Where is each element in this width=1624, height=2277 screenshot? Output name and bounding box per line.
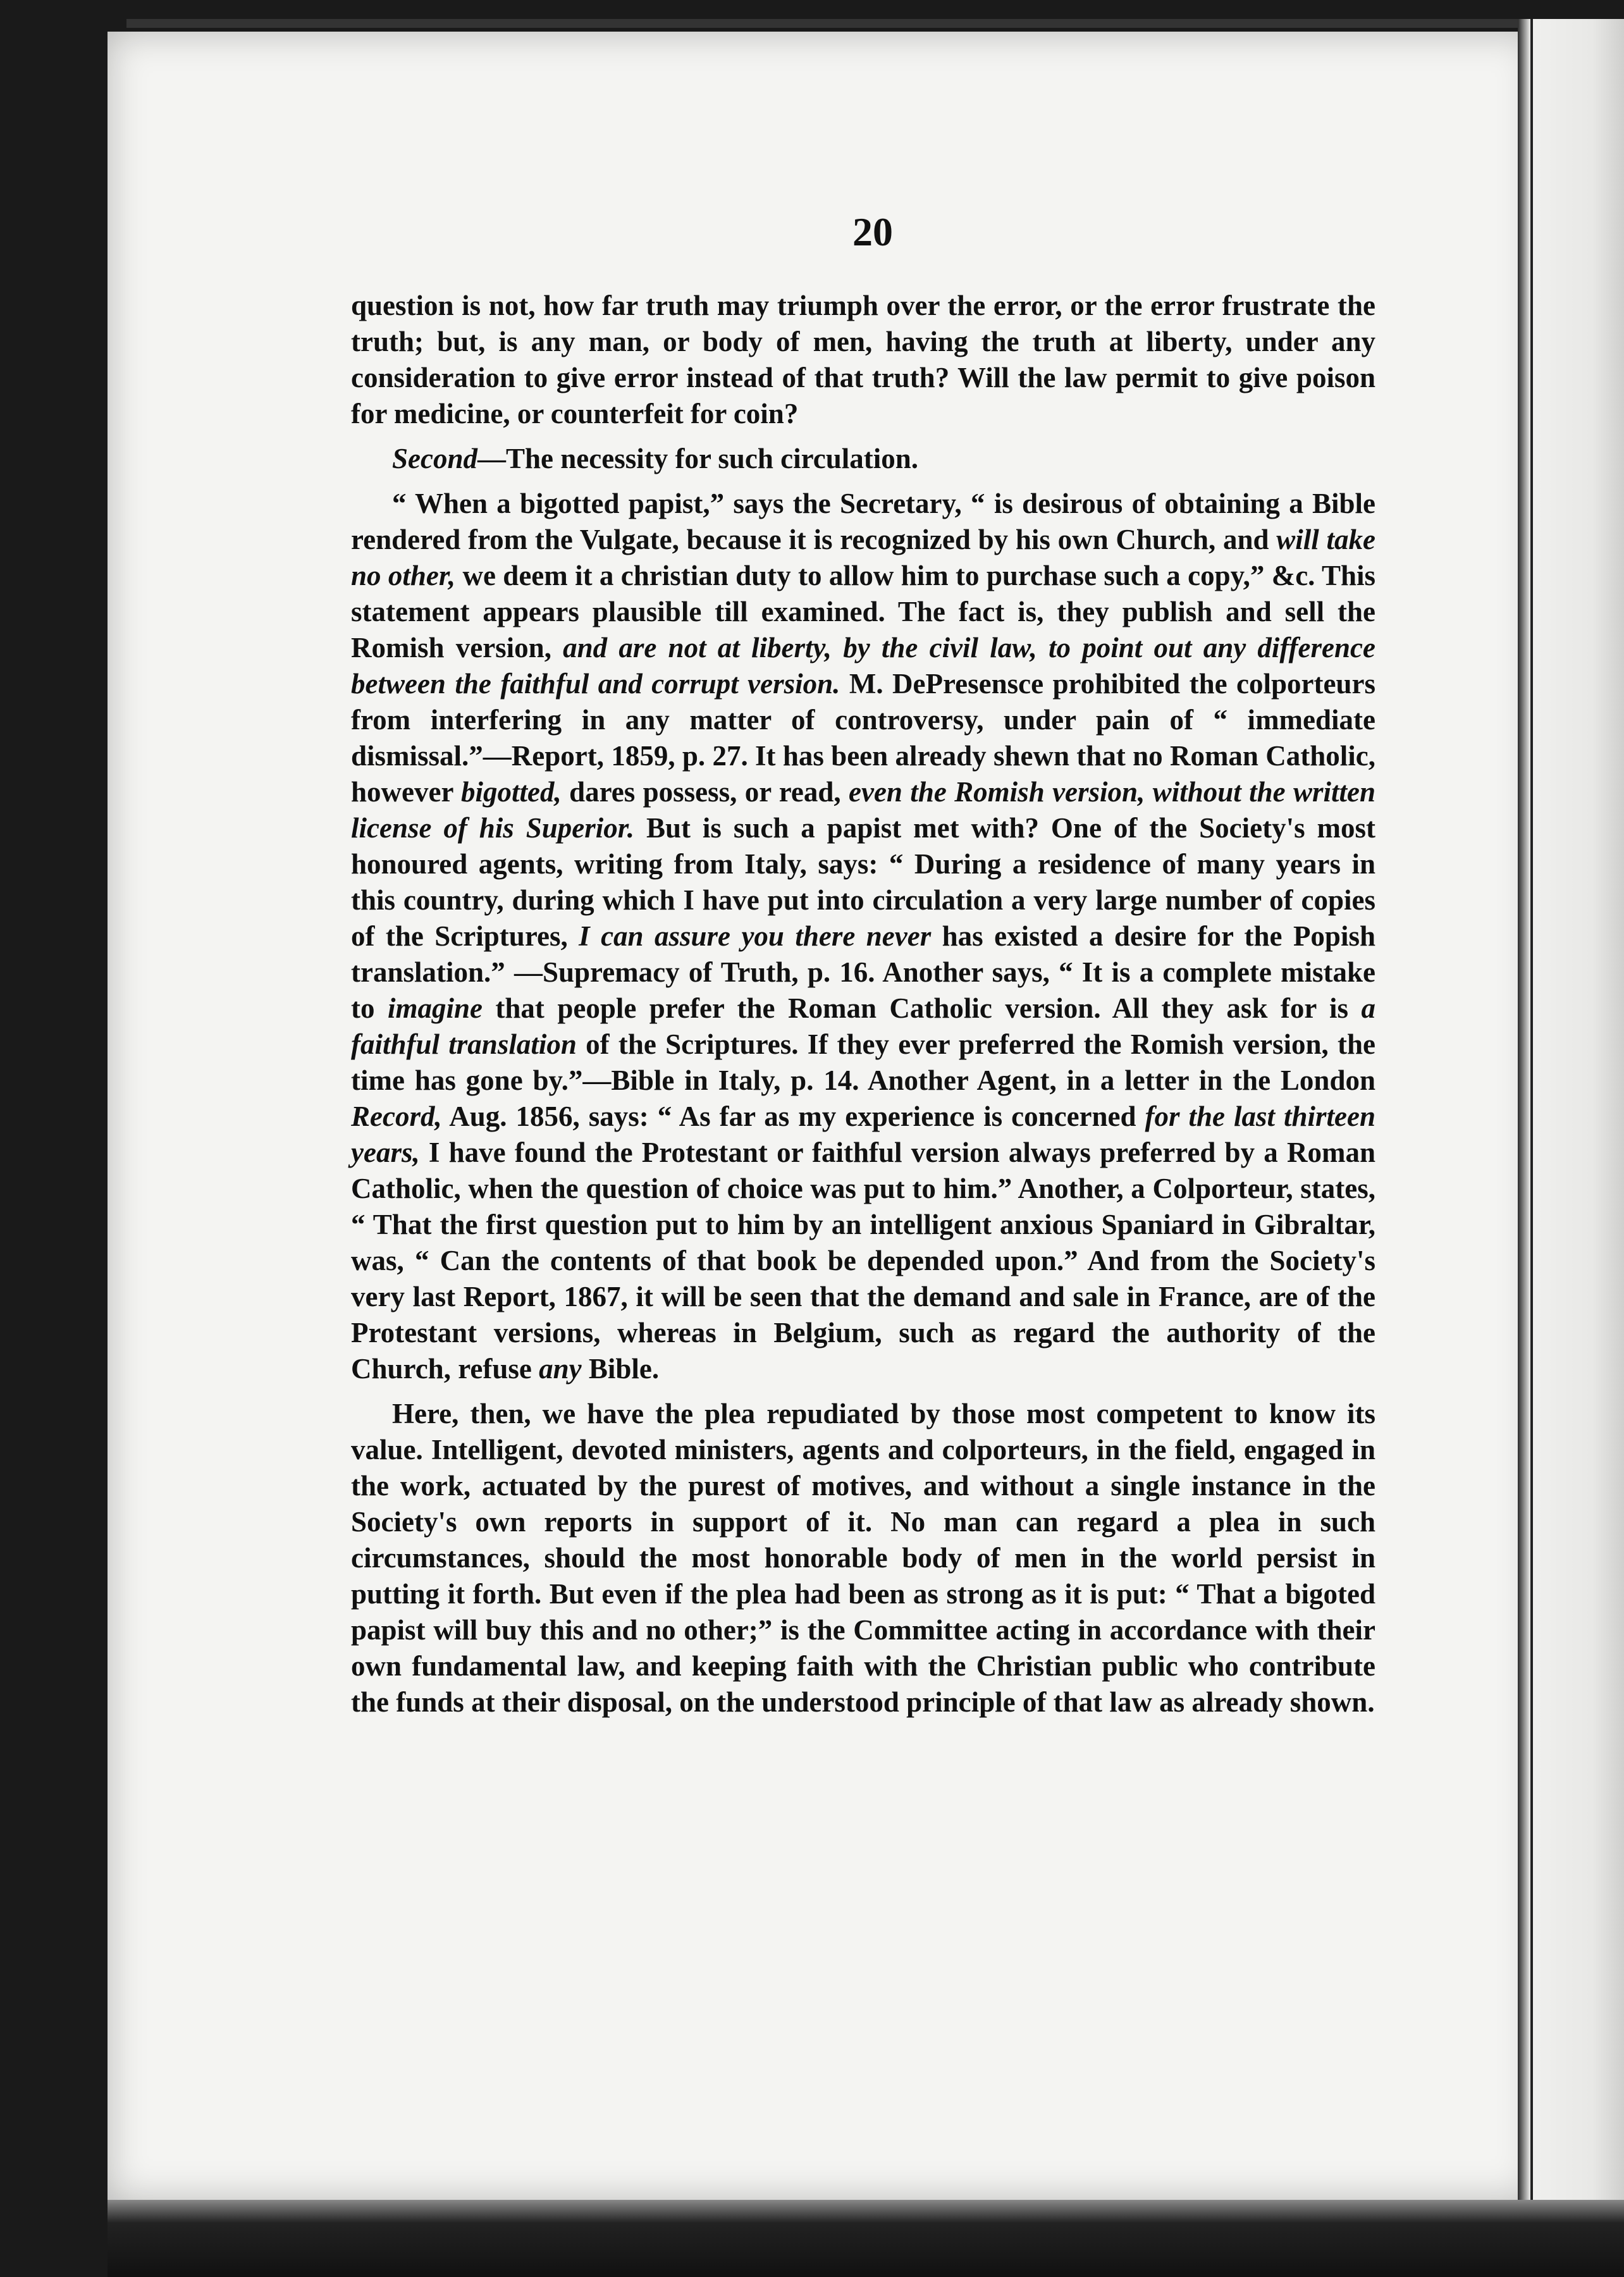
italic-text: a faithful translation <box>351 992 1375 1060</box>
italic-text: I can assure you there never <box>579 920 932 952</box>
bottom-page-edge <box>108 2200 1624 2277</box>
body-text <box>351 288 1375 1729</box>
italic-text: Second <box>392 443 477 474</box>
text-run: I have found the Protestant or faithful version always preferred by a Roman Catholic, when the question of choice was put to him.” Another, a Colporteur, states, “ That the first question put to him by an intelligent anxious Spaniard in Gibraltar, was, “ Can the contents of that book be depended upon.” And from the Society's very last Report, 1867, it will be seen that the demand and sale in France, are of the Protestant versions, whereas in Belgium, such as regard the authority of the Church, refuse <box>351 1137 1375 1385</box>
text-run: Bible. <box>581 1353 660 1385</box>
text-run: —The necessity for such circulation. <box>477 443 919 474</box>
italic-text: for the last thirteen years, <box>351 1101 1375 1168</box>
italic-text: imagine <box>387 992 483 1024</box>
text-run: “ When a bigotted papist,” says the Secretary, “ is desirous of obtaining a Bible rendered from the Vulgate, because it is recognized by his own Church, and <box>351 488 1375 555</box>
text-run: Here, then, we have the plea repudiated by those most competent to know its value. Intelligent, devoted ministers, agents and colporteurs, in the field, engaged in the work, actuated by the purest of motives, and without a single instance in the Society's own reports in support of it. No man can regard a plea in such circumstances, should the most honorable body of men in the world persist in putting it forth. But even if the plea had been as strong as it is put: “ That a bigoted papist will buy this and no other;” is the Committee acting in accordance with their own fundamental law, and keeping faith with the Christian public who contribute the funds at their disposal, on the understood principle of that law as already shown. <box>351 1398 1375 1718</box>
text-run: But is such a papist met with? One of the Society's most honoured agents, writing from Italy, says: “ During a residence of many years in this country, during which I have put into circulation a very large number of copies of the Scriptures, <box>351 812 1375 952</box>
text-run: Aug. 1856, says: “ As far as my experience is concerned <box>441 1101 1145 1132</box>
italic-text: Record, <box>351 1101 442 1132</box>
italic-text: will take no other, <box>351 524 1375 591</box>
italic-text: and are not at liberty, by the civil law, to point out any difference between the faithful and corrupt version. <box>351 632 1375 700</box>
paragraph <box>351 441 1375 477</box>
text-run: has existed a desire for the Popish translation.” —Supremacy of Truth, p. 16. Another says, “ It is a complete mistake to <box>351 920 1375 1024</box>
text-run: dares possess, or read, <box>561 776 849 808</box>
text-run: of the Scriptures. If they ever preferred the Romish version, the time has gone by.”—Bible in Italy, p. 14. Another Agent, in a letter in the London <box>351 1028 1375 1096</box>
italic-text: bigotted, <box>460 776 562 808</box>
text-run: that people prefer the Roman Catholic version. All they ask for is <box>482 992 1362 1024</box>
text-run: M. DePresensce prohibited the colporteurs from interfering in any matter of controversy, under pain of “ immediate dismissal.”—Report, 1859, p. 27. It has been already shewn that no Roman Catholic, however <box>351 668 1375 808</box>
text-run: we deem it a christian duty to allow him to purchase such a copy,” &c. This statement appears plausible till examined. The fact is, they publish and sell the Romish version, <box>351 560 1376 663</box>
italic-text: even the Romish version, without the written license of his Superior. <box>351 776 1375 844</box>
page-number: 20 <box>852 209 893 254</box>
paragraph <box>351 1396 1375 1720</box>
text-run: question is not, how far truth may triumph over the error, or the error frustrate the truth; but, is any man, or body of men, having the truth at liberty, under any consideration to give error instead of that truth? Will the law permit to give poison for medicine, or counterfeit for coin? <box>351 290 1375 429</box>
paragraph <box>351 288 1375 432</box>
italic-text: any <box>539 1353 582 1385</box>
right-page-edge <box>1518 19 1624 2245</box>
top-page-edge <box>126 19 1581 28</box>
paragraph <box>351 486 1375 1387</box>
